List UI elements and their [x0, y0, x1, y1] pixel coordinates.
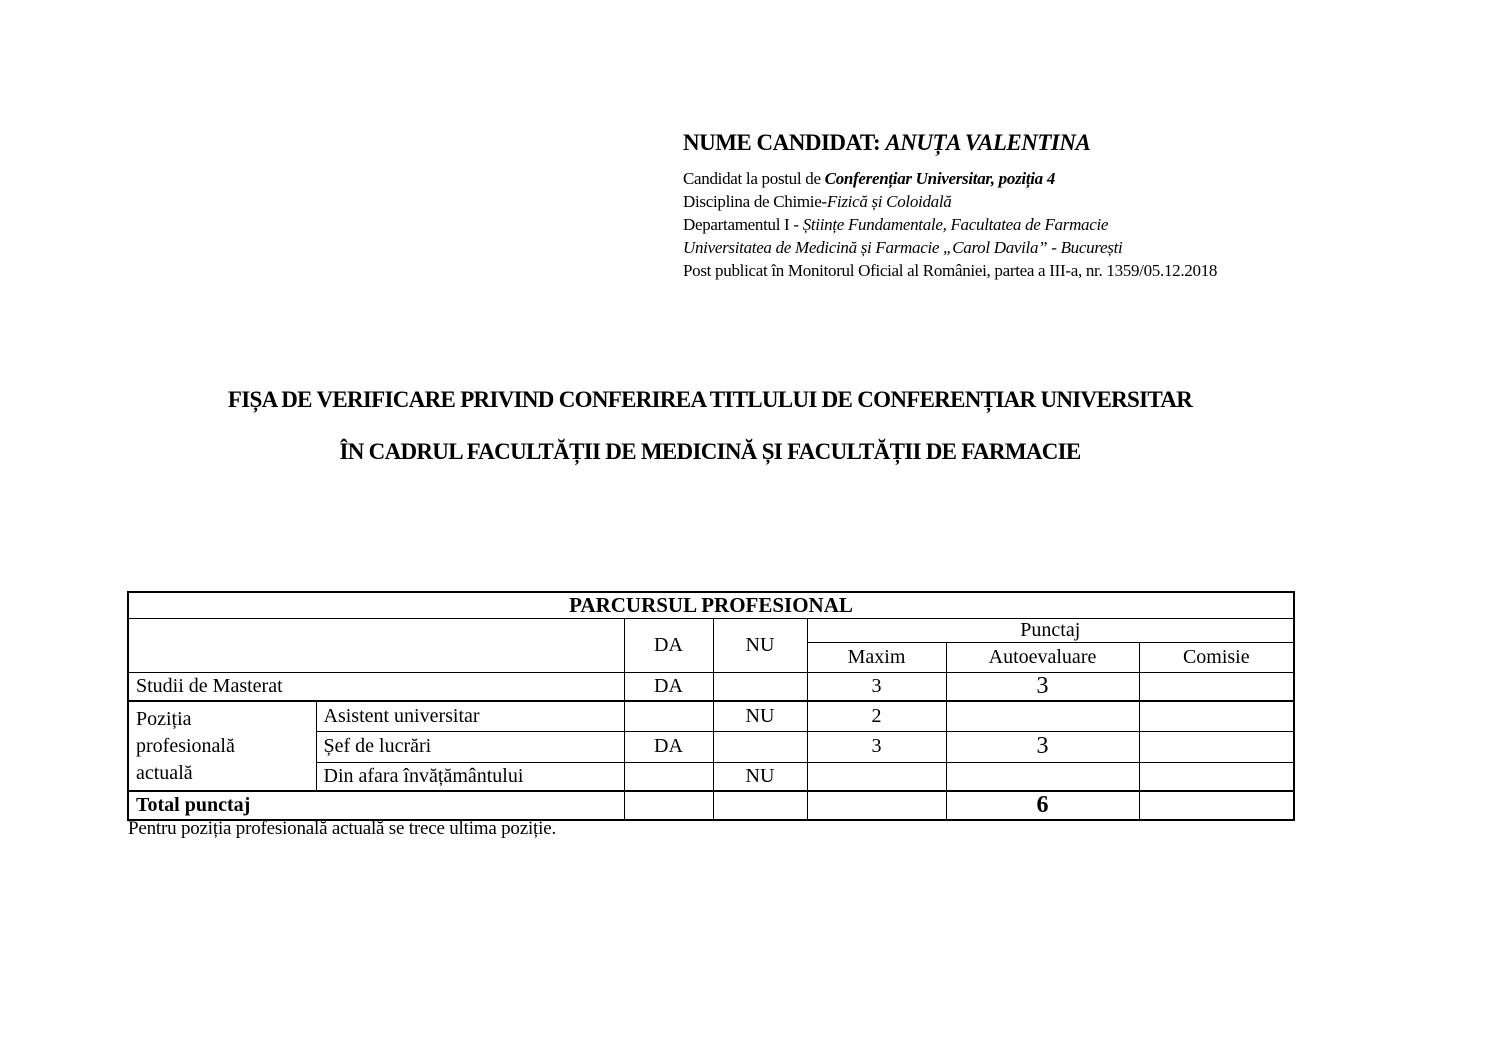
- candidate-department-value: Științe Fundamentale, Facultatea de Farmacie: [802, 215, 1109, 234]
- row-studii-maxim: 3: [807, 673, 946, 702]
- row-asistent-da: [624, 701, 713, 731]
- row-sef-comisie: [1139, 731, 1294, 762]
- row-asistent-maxim: 2: [807, 701, 946, 731]
- page-title-line-1: FIȘA DE VERIFICARE PRIVIND CONFERIREA TITLULUI DE CONFERENȚIAR UNIVERSITAR: [227, 387, 1193, 412]
- candidate-name-value: ANUȚA VALENTINA: [885, 130, 1091, 155]
- row-total-label: Total punctaj: [128, 791, 624, 820]
- row-total-comisie: [1139, 791, 1294, 820]
- row-studii-autoevaluare: 3: [946, 673, 1139, 702]
- column-header-punctaj: Punctaj: [807, 619, 1294, 643]
- table-row-asistent: [128, 701, 1294, 731]
- row-total-nu: [713, 791, 807, 820]
- professional-path-table: [127, 591, 1295, 821]
- table-footnote: Pentru poziția profesională actuală se trece ultima poziție.: [128, 818, 556, 839]
- table-row-total: [128, 791, 1294, 820]
- row-total-autoevaluare: 6: [946, 791, 1139, 820]
- candidate-post-line: [683, 167, 1217, 190]
- row-din-afara-label: Din afara învățământului: [316, 762, 624, 791]
- candidate-name-label: NUME CANDIDAT:: [683, 130, 881, 155]
- column-header-maxim: Maxim: [807, 643, 946, 673]
- row-asistent-comisie: [1139, 701, 1294, 731]
- table-header-row-1: [128, 619, 1294, 643]
- table-row-studii: [128, 673, 1294, 702]
- column-header-comisie: Comisie: [1139, 643, 1294, 673]
- group-label-pozitia-text: Poziția profesională actuală: [136, 707, 235, 784]
- row-total-maxim: [807, 791, 946, 820]
- candidate-post-value: Conferențiar Universitar, poziția 4: [824, 169, 1056, 188]
- row-asistent-label: Asistent universitar: [316, 701, 624, 731]
- table-title-row: [128, 592, 1294, 619]
- candidate-discipline-prefix: Disciplina de Chimie-: [683, 192, 827, 211]
- candidate-header-block: [683, 130, 1217, 282]
- row-sef-da: DA: [624, 731, 713, 762]
- corner-header-cell: [128, 619, 624, 673]
- candidate-discipline-value: Fizică și Coloidală: [826, 192, 952, 211]
- row-sef-maxim: 3: [807, 731, 946, 762]
- candidate-post-publication-text: Post publicat în Monitorul Oficial al României, partea a III-a, nr. 1359/05.12.2018: [683, 261, 1218, 280]
- table-title: PARCURSUL PROFESIONAL: [128, 592, 1294, 619]
- candidate-university-line: [683, 236, 1217, 259]
- row-studii-label: Studii de Masterat: [128, 673, 624, 702]
- column-header-nu: NU: [713, 619, 807, 673]
- row-sef-autoevaluare: 3: [946, 731, 1139, 762]
- row-studii-comisie: [1139, 673, 1294, 702]
- page-title-line-2: ÎN CADRUL FACULTĂȚII DE MEDICINĂ ȘI FACULTĂȚII DE FARMACIE: [339, 439, 1081, 464]
- candidate-department-line: [683, 213, 1217, 236]
- row-asistent-autoevaluare: [946, 701, 1139, 731]
- row-din-afara-autoevaluare: [946, 762, 1139, 791]
- column-header-da: DA: [624, 619, 713, 673]
- row-din-afara-comisie: [1139, 762, 1294, 791]
- row-sef-label: Șef de lucrări: [316, 731, 624, 762]
- row-din-afara-da: [624, 762, 713, 791]
- candidate-department-prefix: Departamentul I -: [683, 215, 803, 234]
- row-asistent-nu: NU: [713, 701, 807, 731]
- row-studii-da: DA: [624, 673, 713, 702]
- candidate-discipline-line: [683, 190, 1217, 213]
- candidate-university-value: Universitatea de Medicină și Farmacie „Carol Davila” - București: [683, 238, 1123, 257]
- column-header-autoevaluare: Autoevaluare: [946, 643, 1139, 673]
- row-din-afara-maxim: [807, 762, 946, 791]
- row-sef-nu: [713, 731, 807, 762]
- candidate-post-prefix: Candidat la postul de: [683, 169, 825, 188]
- row-studii-nu: [713, 673, 807, 702]
- candidate-name-line: [683, 130, 1217, 156]
- row-din-afara-nu: NU: [713, 762, 807, 791]
- row-total-da: [624, 791, 713, 820]
- group-label-pozitia: [128, 701, 316, 791]
- candidate-post-publication-line: [683, 259, 1217, 282]
